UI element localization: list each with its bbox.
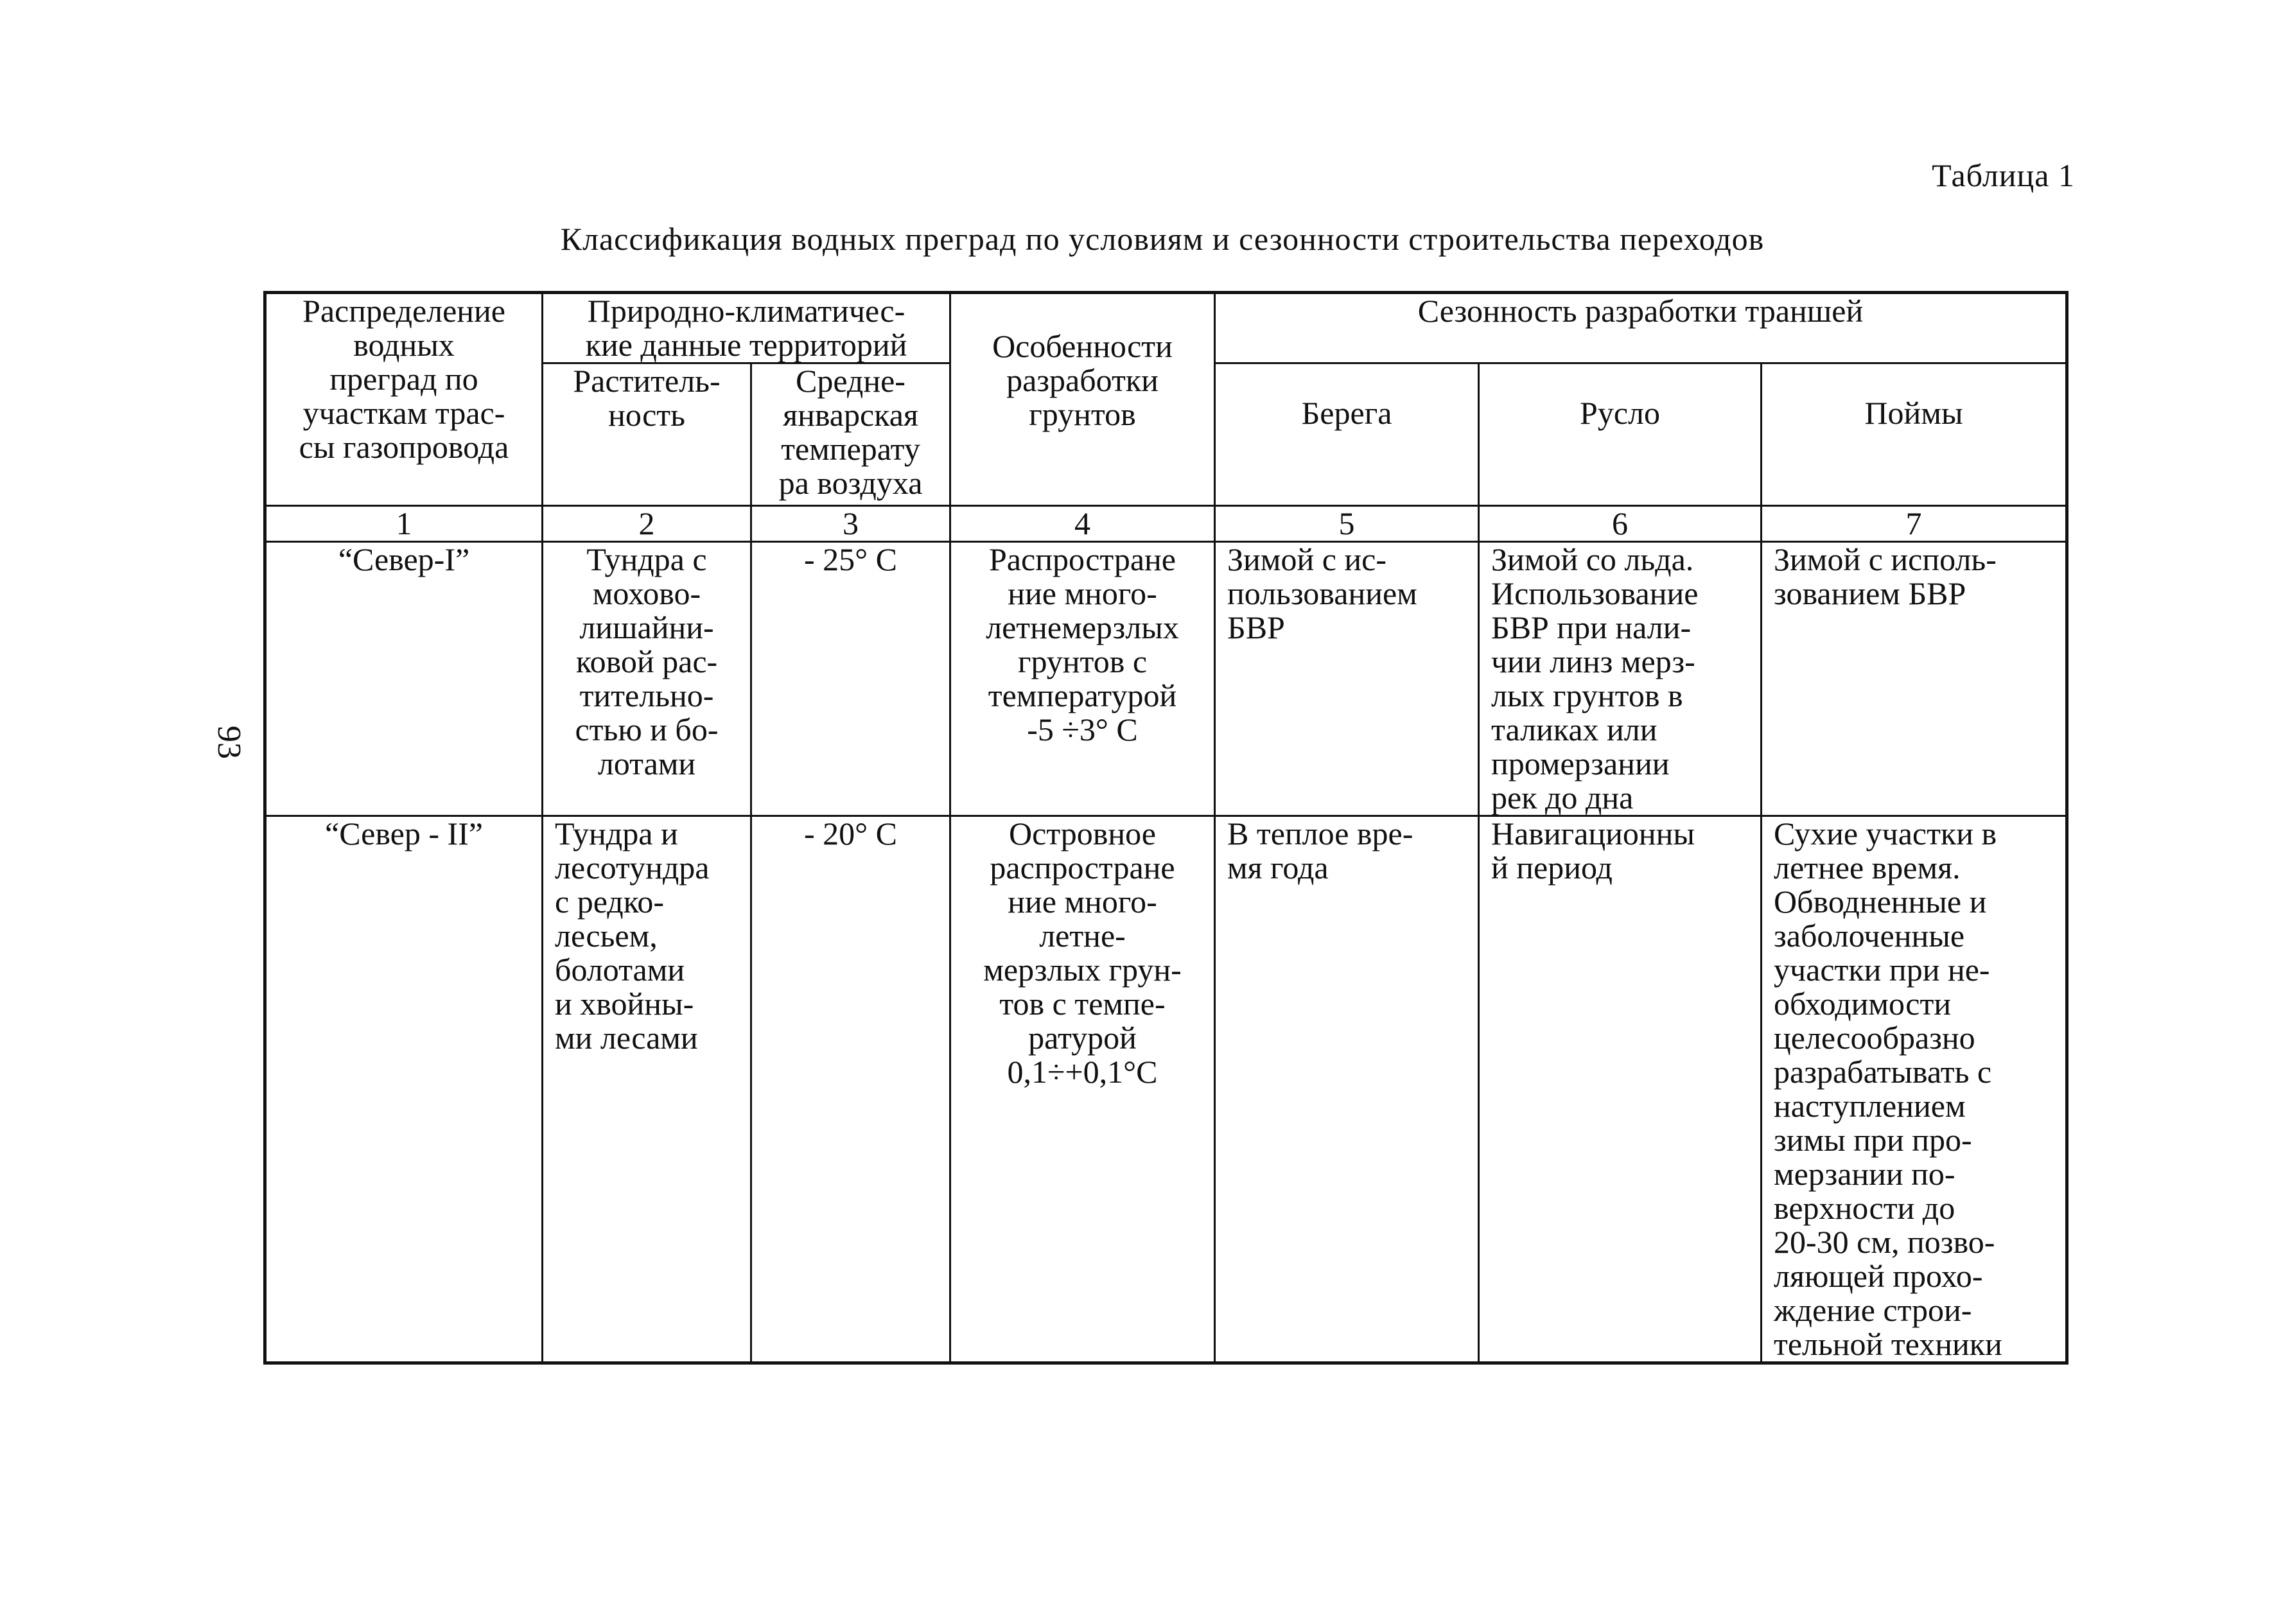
vegetation-cell: Тундра и лесотундра с редко- лесьем, болотами и хвойны- ми лесами [543,816,751,1363]
banks-cell: В теплое вре- мя года [1215,816,1479,1363]
header-floodplains: Поймы [1762,363,2067,506]
table-number: Таблица 1 [1932,157,2075,193]
column-number: 6 [1479,506,1762,542]
soil-cell: Островное распростране ние много- летне- мерзлых грун- тов с темпе- ратурой 0,1÷+0,1°С [950,816,1215,1363]
classification-table [263,291,2068,1365]
banks-cell: Зимой с ис- пользованием БВР [1215,542,1479,816]
floodplains-cell: Сухие участки в летнее время. Обводненные и заболоченные участки при не- обходимости целесообразно разрабатывать с наступлением зимы при про- мерзании по- верхности до 20-30 см, позво- ляющей прохо- ждение строи- тельной техники [1762,816,2067,1363]
column-number: 4 [950,506,1215,542]
header-distribution: Распределение водных преград по участкам трас- сы газопровода [265,293,543,506]
zone-cell: “Север-I” [265,542,543,816]
table-row [265,816,2067,1363]
temperature-cell: - 20° С [751,816,950,1363]
column-number: 5 [1215,506,1479,542]
header-soil-features: Особенности разработки грунтов [950,293,1215,506]
header-natural-climatic: Природно-климатичес- кие данные территорий [543,293,950,363]
column-number: 7 [1762,506,2067,542]
zone-cell: “Север - II” [265,816,543,1363]
channel-cell: Навигационны й период [1479,816,1762,1363]
temperature-cell: - 25° С [751,542,950,816]
table-title: Классификация водных преград по условиям и сезонности строительства переходов [560,221,1765,257]
channel-cell: Зимой со льда. Использование БВР при нали- чии линз мерз- лых грунтов в таликах или промерзании рек до дна [1479,542,1762,816]
column-number: 3 [751,506,950,542]
column-number: 2 [543,506,751,542]
column-number: 1 [265,506,543,542]
header-banks: Берега [1215,363,1479,506]
table-row [265,542,2067,816]
vegetation-cell: Тундра с мохово- лишайни- ковой рас- тительно- стью и бо- лотами [543,542,751,816]
header-channel: Русло [1479,363,1762,506]
page-number: 93 [211,726,247,759]
floodplains-cell: Зимой с исполь- зованием БВР [1762,542,2067,816]
header-temperature: Средне- январская температу ра воздуха [751,363,950,506]
header-vegetation: Раститель- ность [543,363,751,506]
header-seasonality: Сезонность разработки траншей [1215,293,2067,363]
soil-cell: Распростране ние много- летнемерзлых грунтов с температурой -5 ÷3° С [950,542,1215,816]
